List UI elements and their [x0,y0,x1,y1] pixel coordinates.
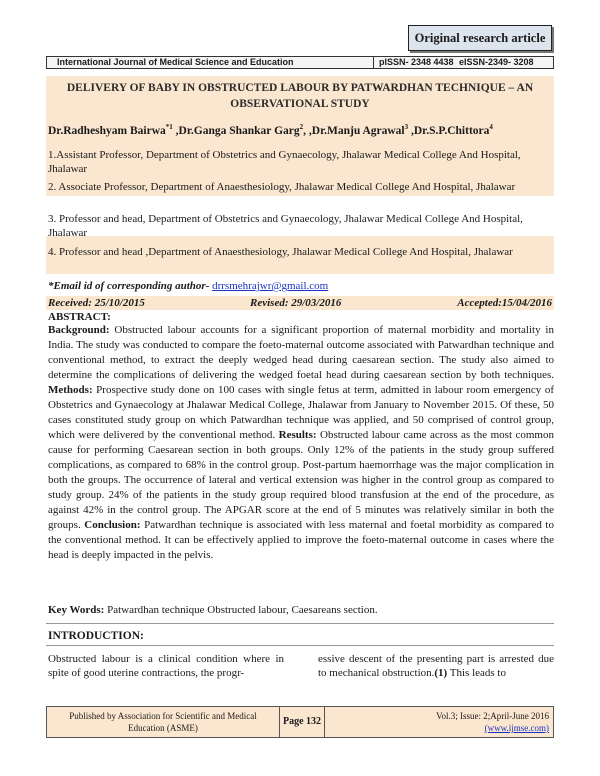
accepted-date: Accepted:15/04/2016 [457,297,552,309]
intro-text: essive descent of the presenting part is arrested due to mechanical obstruction. [318,653,554,679]
background-label: Background: [48,324,110,336]
page-footer [46,706,554,738]
background-text: Obstructed labour accounts for a significant proportion of maternal morbidity and mortality in India. The study was conducted to compare the foeto-maternal outcome associated with Patwardhan technique and conventional method, to extract the deeply wedged head during caesarean section. The study also aimed to determine the complications of delivering the wedged foetal head during caesarean section by both techniques. [48,324,554,381]
affiliation-1: 1.Assistant Professor, Department of Obstetrics and Gynaecology, Jhalawar Medical College And Hospital, Jhalawar [48,149,521,175]
keywords-text: Patwardhan technique Obstructed labour, Caesareans section. [104,604,378,616]
abstract-heading: ABSTRACT: [48,311,111,323]
author-sup: *1 [165,123,173,131]
author-sup: 3 [404,123,409,131]
author-name: , ,Dr.Manju Agrawal [303,124,405,137]
publisher-line: Education (ASME) [128,723,198,733]
affiliation-3: 3. Professor and head, Department of Obstetrics and Gynaecology, Jhalawar Medical College And Hospital, Jhalawar [48,213,523,239]
journal-bar [46,56,554,69]
author-name: ,Dr.S.P.Chittora [408,124,490,137]
divider [46,623,554,624]
citation-ref: (1) [434,667,448,679]
divider [373,57,374,68]
affiliation-2: 2. Associate Professor, Department of Anaesthesiology, Jhalawar Medical College And Hospital, Jhalawar [48,181,516,193]
results-label: Results: [278,429,317,441]
abstract-body [48,323,554,563]
article-type-badge: Original research article [408,25,552,51]
publisher [47,707,279,737]
intro-column-left: Obstructed labour is a clinical condition where in spite of good uterine contractions, the progr- [48,653,284,679]
issue-info [325,707,553,737]
author-list [48,123,554,137]
author-name: Dr.Radheshyam Bairwa [48,124,166,137]
journal-name: International Journal of Medical Science and Education [57,57,294,67]
eissn: eISSN-2349- 3208 [459,57,534,67]
author-sup: 2 [299,123,304,131]
intro-column-right [318,652,554,680]
intro-text: This leads to [447,667,506,679]
keywords-label: Key Words: [48,604,105,616]
affiliation-4: 4. Professor and head ,Department of Anaesthesiology, Jhalawar Medical College And Hospital, Jhalawar [48,246,513,258]
divider [46,645,554,646]
methods-text: Prospective study done on 100 cases with single fetus at term, admitted in labour room emergency of Obstetrics and Gynaecology at Jhalawar Medical College, Jhalawar from January to November 2015. Of these, 50 cases constituted study group on which Patwardhan technique was applied, and 50 comprised of control group, which were delivered by the conventional method. [48,384,554,441]
received-date: Received: 25/10/2015 [48,297,145,309]
introduction-heading: INTRODUCTION: [48,630,144,642]
author-name: ,Dr.Ganga Shankar Garg [172,124,300,137]
keywords [48,604,554,616]
results-text: Obstructed labour came across as the most common cause for performing Caesarean section in both groups. Only 12% of the patients in the study group suffered complications, as compared to 68% in the control group. Post-partum haemorrhage was the major complication in both the groups. The occurrence of lateral and vertical extension was higher in the control group as compared to study group. 24% of the patients in the study group required blood transfusion at the end of the procedure, as against 42% in the control group. The APGAR score at the end of 5 minutes was relatively similar in both the groups. [48,429,554,531]
email-label: *Email id of corresponding author- [48,280,210,292]
issue-text: Vol.3; Issue: 2;April-June 2016 [436,711,549,721]
dates-row [46,296,554,310]
author-sup: 4 [489,123,493,131]
corresponding-email [48,280,328,292]
methods-label: Methods: [48,384,93,396]
article-title: DELIVERY OF BABY IN OBSTRUCTED LABOUR BY PATWARDHAN TECHNIQUE – AN OBSERVATIONAL STUDY [66,82,534,110]
conclusion-label: Conclusion: [84,519,141,531]
publisher-line: Published by Association for Scientific and Medical [69,711,257,721]
email-link[interactable]: drrsmehrajwr@gmail.com [212,280,329,292]
page-number: Page 132 [279,707,325,737]
pissn: pISSN- 2348 4438 [379,57,454,67]
conclusion-text: Patwardhan technique is associated with less maternal and foetal morbidity as compared to the conventional method. It can be effectively applied to improve the foeto-maternal outcome in cases where the head is deeply impacted in the pelvis. [48,519,554,561]
revised-date: Revised: 29/03/2016 [250,297,342,309]
journal-url-link[interactable]: (www.ijmse.com) [484,723,549,733]
